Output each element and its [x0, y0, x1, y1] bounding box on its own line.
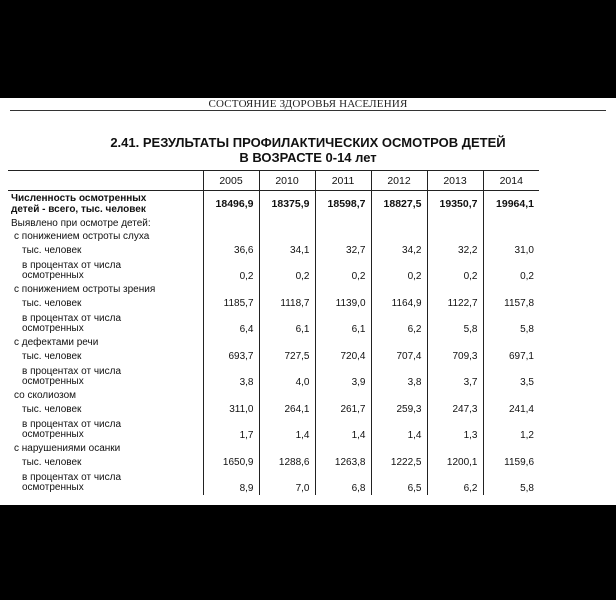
table-title [0, 135, 616, 165]
cell-value: 1164,9 [371, 296, 427, 311]
cell-value: 3,9 [315, 364, 371, 389]
cell-value: 0,2 [371, 258, 427, 283]
cell-value: 34,1 [259, 243, 315, 258]
cell-value: 1288,6 [259, 455, 315, 470]
cell-value: 1650,9 [203, 455, 259, 470]
cell-value: 707,4 [371, 349, 427, 364]
cell-value: 6,2 [427, 470, 483, 495]
cell-value: 36,6 [203, 243, 259, 258]
year-header: 2011 [315, 171, 371, 191]
cell-value: 6,1 [259, 311, 315, 336]
percent-label [8, 311, 203, 336]
group-label: с понижением остроты слуха [14, 231, 150, 242]
cell-value: 264,1 [259, 402, 315, 417]
thousands-row [8, 455, 539, 470]
title-line-2: В ВОЗРАСТЕ 0-14 лет [239, 150, 377, 165]
percent-row [8, 470, 539, 495]
group-label: с дефектами речи [14, 337, 99, 348]
percent-row [8, 364, 539, 389]
percent-label-line: в процентах от числа [22, 365, 122, 377]
cell-value: 1159,6 [483, 455, 539, 470]
cell-value: 4,0 [259, 364, 315, 389]
cell-value: 32,7 [315, 243, 371, 258]
cell-value: 1200,1 [427, 455, 483, 470]
cell-value: 241,4 [483, 402, 539, 417]
row-label [8, 191, 203, 218]
cell-value: 3,7 [427, 364, 483, 389]
group-header-row [8, 283, 539, 296]
percent-label-line: в процентах от числа [22, 259, 122, 271]
cell-value: 311,0 [203, 402, 259, 417]
thousands-row [8, 296, 539, 311]
cell-value: 6,4 [203, 311, 259, 336]
percent-label-line: в процентах от числа [22, 312, 122, 324]
header-label-cell [8, 171, 203, 191]
percent-label-line: осмотренных [22, 428, 84, 440]
header-rule [10, 110, 606, 111]
cell-value: 6,8 [315, 470, 371, 495]
cell-value: 1263,8 [315, 455, 371, 470]
thousands-row [8, 402, 539, 417]
year-header: 2014 [483, 171, 539, 191]
percent-row [8, 311, 539, 336]
cell-value: 1,2 [483, 417, 539, 442]
header-row [8, 171, 539, 191]
year-header: 2005 [203, 171, 259, 191]
cell-value: 0,2 [203, 258, 259, 283]
cell-value: 5,8 [483, 311, 539, 336]
cell-value: 1222,5 [371, 455, 427, 470]
cell-value: 1157,8 [483, 296, 539, 311]
cell-value: 1,4 [315, 417, 371, 442]
cell-value: 19350,7 [427, 191, 483, 218]
percent-row [8, 258, 539, 283]
percent-label-line: осмотренных [22, 322, 84, 334]
percent-label-line: в процентах от числа [22, 418, 122, 430]
thousands-row [8, 349, 539, 364]
cell-value: 1122,7 [427, 296, 483, 311]
cell-value: 709,3 [427, 349, 483, 364]
cell-value: 32,2 [427, 243, 483, 258]
cell-value: 1185,7 [203, 296, 259, 311]
percent-label-line: осмотренных [22, 269, 84, 281]
unit-label: тыс. человек [22, 351, 82, 362]
percent-label-line: в процентах от числа [22, 471, 122, 483]
cell-value: 1139,0 [315, 296, 371, 311]
statistics-table [8, 170, 539, 495]
cell-value: 1118,7 [259, 296, 315, 311]
cell-value: 0,2 [315, 258, 371, 283]
cell-value: 5,8 [483, 470, 539, 495]
cell-value: 18827,5 [371, 191, 427, 218]
year-header: 2013 [427, 171, 483, 191]
year-header: 2010 [259, 171, 315, 191]
total-row [8, 191, 539, 218]
cell-value: 18496,9 [203, 191, 259, 218]
cell-value: 19964,1 [483, 191, 539, 218]
cell-value: 1,4 [259, 417, 315, 442]
row-label-line: Численность осмотренных [11, 193, 147, 204]
row-label-line: детей - всего, тыс. человек [11, 204, 146, 215]
cell-value: 6,2 [371, 311, 427, 336]
percent-label [8, 417, 203, 442]
cell-value: 7,0 [259, 470, 315, 495]
group-header-row [8, 336, 539, 349]
cell-value: 3,8 [371, 364, 427, 389]
cell-value: 0,2 [259, 258, 315, 283]
unit-label: тыс. человек [22, 245, 82, 256]
document-page [0, 98, 616, 505]
year-header: 2012 [371, 171, 427, 191]
group-header-row [8, 389, 539, 402]
cell-value: 1,3 [427, 417, 483, 442]
cell-value: 6,5 [371, 470, 427, 495]
cell-value: 8,9 [203, 470, 259, 495]
unit-label: тыс. человек [22, 404, 82, 415]
cell-value: 0,2 [483, 258, 539, 283]
detected-row [8, 217, 539, 230]
percent-label-line: осмотренных [22, 481, 84, 493]
percent-label [8, 258, 203, 283]
cell-value: 31,0 [483, 243, 539, 258]
group-label: с нарушениями осанки [14, 443, 121, 454]
cell-value: 261,7 [315, 402, 371, 417]
cell-value: 1,7 [203, 417, 259, 442]
cell-value: 247,3 [427, 402, 483, 417]
percent-label-line: осмотренных [22, 375, 84, 387]
percent-row [8, 417, 539, 442]
group-header-row [8, 442, 539, 455]
cell-value: 5,8 [427, 311, 483, 336]
group-label: со сколиозом [14, 390, 77, 401]
row-label: Выявлено при осмотре детей: [11, 218, 151, 229]
cell-value: 3,8 [203, 364, 259, 389]
group-label: с понижением остроты зрения [14, 284, 156, 295]
unit-label: тыс. человек [22, 457, 82, 468]
cell-value: 34,2 [371, 243, 427, 258]
cell-value: 3,5 [483, 364, 539, 389]
group-header-row [8, 230, 539, 243]
cell-value: 727,5 [259, 349, 315, 364]
cell-value: 720,4 [315, 349, 371, 364]
cell-value: 1,4 [371, 417, 427, 442]
cell-value: 259,3 [371, 402, 427, 417]
running-header: СОСТОЯНИЕ ЗДОРОВЬЯ НАСЕЛЕНИЯ [208, 98, 408, 110]
percent-label [8, 364, 203, 389]
cell-value: 0,2 [427, 258, 483, 283]
cell-value: 693,7 [203, 349, 259, 364]
cell-value: 18375,9 [259, 191, 315, 218]
thousands-row [8, 243, 539, 258]
unit-label: тыс. человек [22, 298, 82, 309]
percent-label [8, 470, 203, 495]
cell-value: 6,1 [315, 311, 371, 336]
title-line-1: 2.41. РЕЗУЛЬТАТЫ ПРОФИЛАКТИЧЕСКИХ ОСМОТРОВ ДЕТЕЙ [110, 135, 506, 150]
cell-value: 18598,7 [315, 191, 371, 218]
cell-value: 697,1 [483, 349, 539, 364]
